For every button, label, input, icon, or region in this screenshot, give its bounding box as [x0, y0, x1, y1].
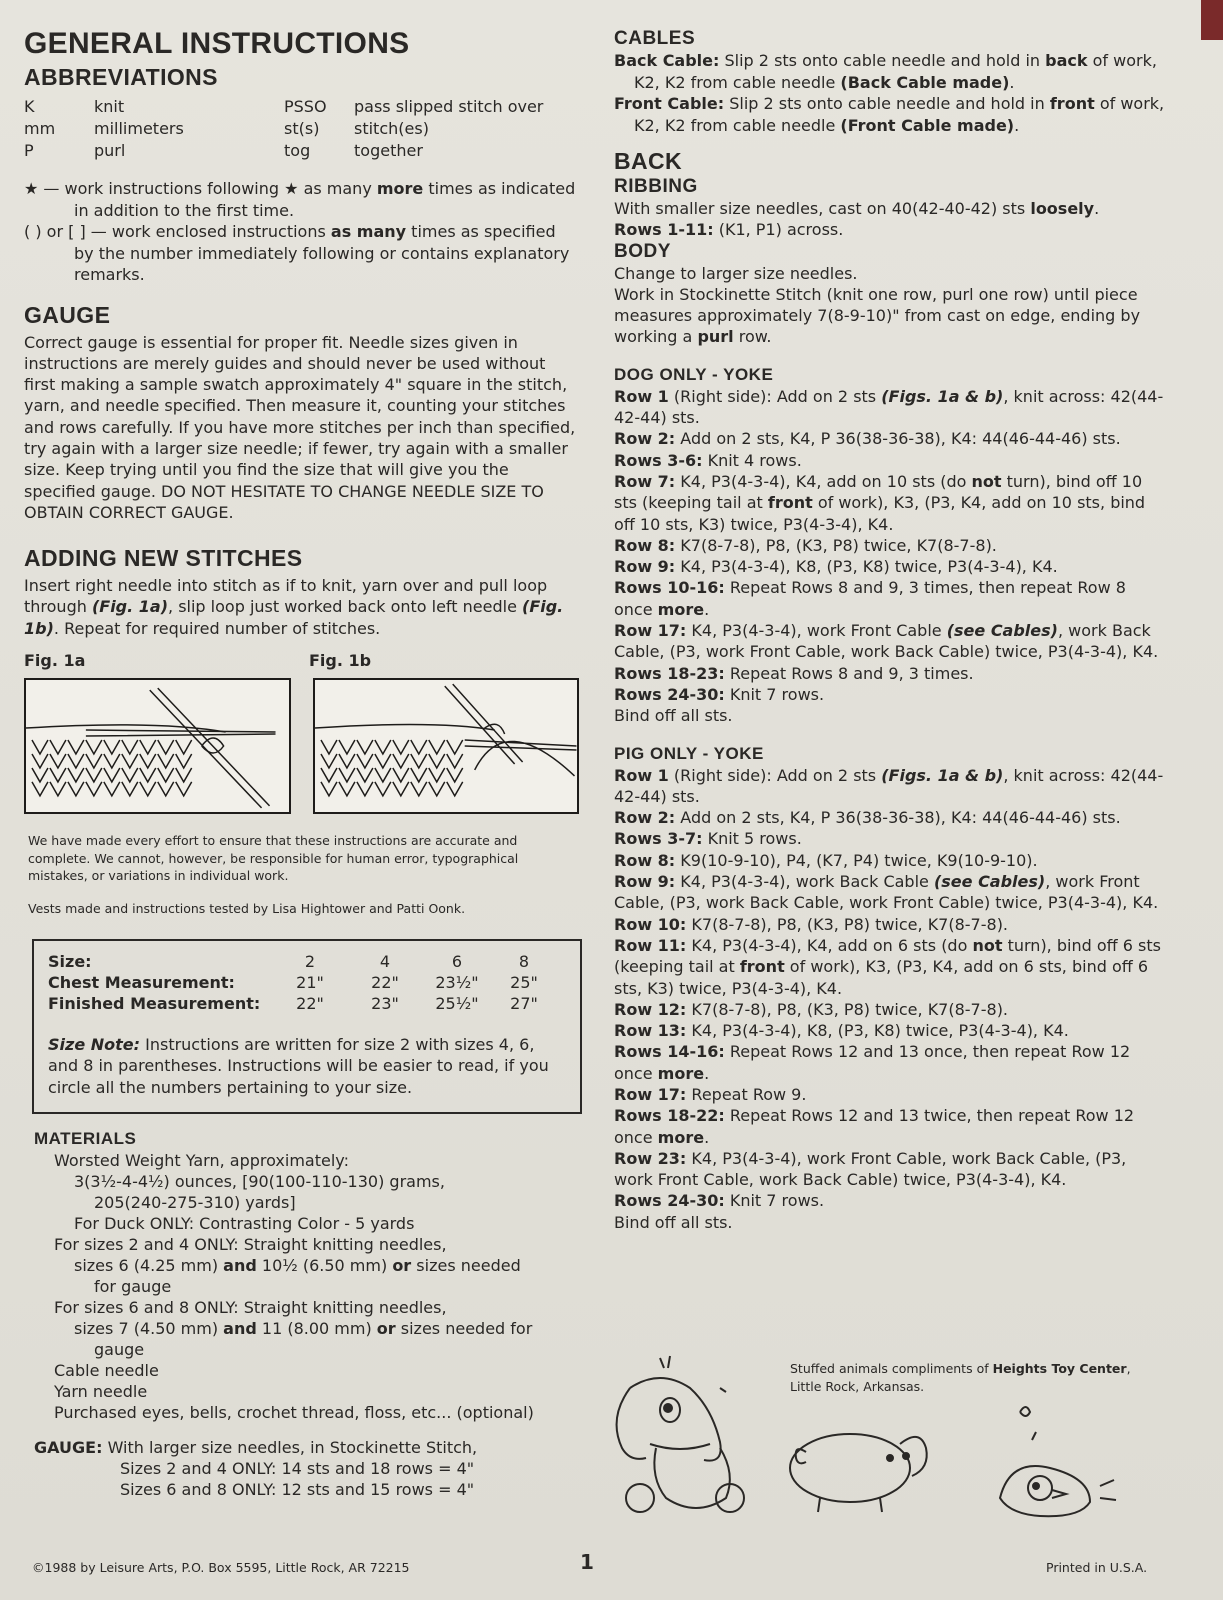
- disclaimer: We have made every effort to ensure that these instructions are accurate and complete. We cannot, however, be responsible for human error, typographical mistakes, or variations in individual work.: [28, 833, 519, 884]
- abbreviations-heading: ABBREVIATIONS: [24, 64, 218, 90]
- abbr-term: K: [24, 97, 35, 116]
- materials-needles-24-sizes: sizes 6 (4.25 mm) and 10½ (6.50 mm) or sizes needed: [74, 1255, 521, 1275]
- cables-heading: CABLES: [614, 28, 696, 49]
- materials-yarn: Worsted Weight Yarn, approximately:: [54, 1150, 349, 1170]
- abbr-def: stitch(es): [354, 119, 429, 138]
- front-cable-def: Front Cable: Slip 2 sts onto cable needle and hold in front of work, K2, K2 from cable needle (Front Cable made).: [614, 94, 1165, 135]
- materials-needles-24: For sizes 2 and 4 ONLY: Straight knitting needles,: [54, 1234, 447, 1254]
- abbr-term: PSSO: [284, 97, 327, 116]
- materials-yarn-yards: 205(240-275-310) yards]: [94, 1192, 296, 1212]
- figure-labels: [24, 651, 579, 670]
- fig-1a-label: Fig. 1a: [24, 651, 86, 671]
- page-title: GENERAL INSTRUCTIONS: [24, 27, 410, 60]
- ribbing-rows: Rows 1-11: (K1, P1) across.: [614, 220, 844, 240]
- knitting-needles-icon: [315, 680, 578, 812]
- adding-text: Insert right needle into stitch as if to knit, yarn over and pull loop through (Fig. 1a), slip loop just worked back onto left needle (Fig. 1b). Repeat for required number of stitches.: [24, 576, 564, 638]
- materials-yarn-amount: 3(3½-4-4½) ounces, [90(100-110-130) grams,: [74, 1171, 445, 1191]
- abbr-term: st(s): [284, 119, 320, 138]
- fig-1b-illustration: [313, 678, 580, 814]
- materials-duck: For Duck ONLY: Contrasting Color - 5 yards: [74, 1213, 415, 1233]
- pig-instructions: Row 1 (Right side): Add on 2 sts (Figs. 1a & b), knit across: 42(44-42-44) sts. Row 2: Add on 2 sts, K4, P 36(38-36-38), K4: 44(46-44-46) sts. Rows 3-7: Knit 5 rows. Row 8: K9(10-9-10), P4, (K7, P4) twice, K9(10-9-10). Row 9: K4, P3(4-3-4), work Back Cable (see Cables), work Front Cable, (P3, work Back Cable, work Front Cable) twice, P3(4-3-4), K4. Row 10: K7(8-7-8), P8, (K3, P8) twice, K7(8-7-8). Row 11: K4, P3(4-3-4), K4, add on 6 sts (do not turn), bind off 6 sts (keeping tail at front of work), K3, (P3, K4, add on 6 sts, bind off 6 sts, K3) twice, P3(4-3-4), K4. Row 12: K7(8-7-8), P8, (K3, P8) twice, K7(8-7-8). Row 13: K4, P3(4-3-4), K8, (P3, K8) twice, P3(4-3-4), K4. Rows 14-16: Repeat Rows 12 and 13 once, then repeat Row 12 once more. Row 17: Repeat Row 9. Rows 18-22: Repeat Rows 12 and 13 twice, then repeat Row 12 once more. Row 23: K4, P3(4-3-4), work Front Cable, work Back Cable, (P3, work Front Cable, work Back Cable) twice, P3(4-3-4), K4. Rows 24-30: Knit 7 rows. Bind off all sts.: [614, 765, 1164, 1232]
- materials-needles-24-gauge: for gauge: [94, 1276, 172, 1296]
- figure-row: [24, 678, 579, 814]
- left-column: [24, 20, 579, 1500]
- gauge-text: Correct gauge is essential for proper fit. Needle sizes given in instructions are merely guides and should never be used without first making a sample swatch approximately 4" square in the stitch, yarn, and needle specified. Then measure it, counting your stitches and rows carefully. If you have more stitches per inch than specified, try again with a larger size needle; if fewer, try again with a smaller size. Keep trying until you find the size that will give you the specified gauge. DO NOT HESITATE TO CHANGE NEEDLE SIZE TO OBTAIN CORRECT GAUGE.: [24, 332, 576, 522]
- page-number: 1: [580, 1550, 594, 1574]
- paren-note: ( ) or [ ] — work enclosed instructions as many times as specified by the number immediately following or contains explanatory remarks.: [24, 222, 570, 284]
- dog-instructions: Row 1 (Right side): Add on 2 sts (Figs. 1a & b), knit across: 42(44-42-44) sts. Row 2: Add on 2 sts, K4, P 36(38-36-38), K4: 44(46-44-46) sts. Rows 3-6: Knit 4 rows. Row 7: K4, P3(4-3-4), K4, add on 10 sts (do not turn), bind off 10 sts (keeping tail at front of work), K3, (P3, K4, add on 10 sts, bind off 10 sts, K3) twice, P3(4-3-4), K4. Row 8: K7(8-7-8), P8, (K3, P8) twice, K7(8-7-8). Row 9: K4, P3(4-3-4), K8, (P3, K8) twice, P3(4-3-4), K4. Rows 10-16: Repeat Rows 8 and 9, 3 times, then repeat Row 8 once more. Row 17: K4, P3(4-3-4), work Front Cable (see Cables), work Back Cable, (P3, work Front Cable, work Back Cable) twice, P3(4-3-4), K4. Rows 18-23: Repeat Rows 8 and 9, 3 times. Rows 24-30: Knit 7 rows. Bind off all sts.: [614, 386, 1164, 726]
- abbr-def: pass slipped stitch over: [354, 97, 544, 116]
- back-heading: BACK: [614, 148, 683, 174]
- body-heading: BODY: [614, 240, 671, 262]
- abbr-term: P: [24, 141, 34, 160]
- back-cable-def: Back Cable: Slip 2 sts onto cable needle and hold in back of work, K2, K2 from cable needle (Back Cable made).: [614, 51, 1157, 92]
- materials-needles-68: For sizes 6 and 8 ONLY: Straight knitting needles,: [54, 1297, 447, 1317]
- pig-heading: PIG ONLY - YOKE: [614, 743, 764, 763]
- body-text-1: Change to larger size needles.: [614, 263, 858, 283]
- materials-purchased: Purchased eyes, bells, crochet thread, floss, etc... (optional): [54, 1402, 534, 1422]
- body-text-2: Work in Stockinette Stitch (knit one row, purl one row) until piece measures approximately 7(8-9-10)" from cast on edge, ending by working a purl row.: [614, 284, 1141, 347]
- materials-needles-68-sizes: sizes 7 (4.50 mm) and 11 (8.00 mm) or sizes needed for: [74, 1318, 533, 1338]
- size-box: [32, 939, 582, 1114]
- thanks-credit: Stuffed animals compliments of Heights Toy Center, Little Rock, Arkansas.: [790, 1361, 1131, 1394]
- finished-row: Finished Measurement: 22" 23" 25½" 27": [48, 994, 538, 1014]
- knitting-needles-icon: [26, 680, 289, 812]
- adding-heading: ADDING NEW STITCHES: [24, 545, 303, 572]
- gauge-sizes-2-4: Sizes 2 and 4 ONLY: 14 sts and 18 rows = 4": [120, 1458, 475, 1478]
- gauge-heading: GAUGE: [24, 301, 111, 328]
- abbreviations-table: [24, 96, 579, 162]
- fig-1a-illustration: [24, 678, 291, 814]
- materials-cable-needle: Cable needle: [54, 1360, 159, 1380]
- materials-needles-68-gauge: gauge: [94, 1339, 145, 1359]
- ribbing-text: With smaller size needles, cast on 40(42-40-42) sts loosely.: [614, 199, 1100, 218]
- abbr-def: knit: [94, 97, 125, 116]
- ribbing-heading: RIBBING: [614, 176, 698, 197]
- fig-1b-label: Fig. 1b: [309, 651, 372, 671]
- abbr-def: together: [354, 141, 423, 160]
- size-row: Size: 2 4 6 8: [48, 952, 530, 972]
- gauge-summary: GAUGE: With larger size needles, in Stockinette Stitch,: [34, 1437, 478, 1457]
- abbr-def: purl: [94, 141, 126, 160]
- gauge-sizes-6-8: Sizes 6 and 8 ONLY: 12 sts and 15 rows = 4": [120, 1479, 475, 1499]
- copyright: ©1988 by Leisure Arts, P.O. Box 5595, Little Rock, AR 72215: [32, 1560, 410, 1575]
- symbol-notes: [24, 178, 579, 286]
- materials-section: [34, 1128, 579, 1500]
- right-column: [614, 28, 1166, 1233]
- dog-heading: DOG ONLY - YOKE: [614, 364, 774, 384]
- star-note: ★ — work instructions following ★ as many more times as indicated in addition to the first time.: [24, 179, 576, 220]
- size-note: Size Note: Instructions are written for size 2 with sizes 4, 6, and 8 in parentheses. Instructions will be easier to read, if you circle all the numbers pertaining to your size.: [48, 1035, 549, 1097]
- printed-in: Printed in U.S.A.: [1046, 1560, 1148, 1575]
- abbr-term: mm: [24, 119, 56, 138]
- tested-by: Vests made and instructions tested by Lisa Hightower and Patti Oonk.: [28, 900, 466, 916]
- abbr-term: tog: [284, 141, 311, 160]
- page-edge: [1201, 0, 1223, 40]
- materials-heading: MATERIALS: [34, 1128, 137, 1148]
- abbr-def: millimeters: [94, 119, 184, 138]
- chest-row: Chest Measurement: 21" 22" 23½" 25": [48, 973, 538, 993]
- materials-yarn-needle: Yarn needle: [54, 1381, 148, 1401]
